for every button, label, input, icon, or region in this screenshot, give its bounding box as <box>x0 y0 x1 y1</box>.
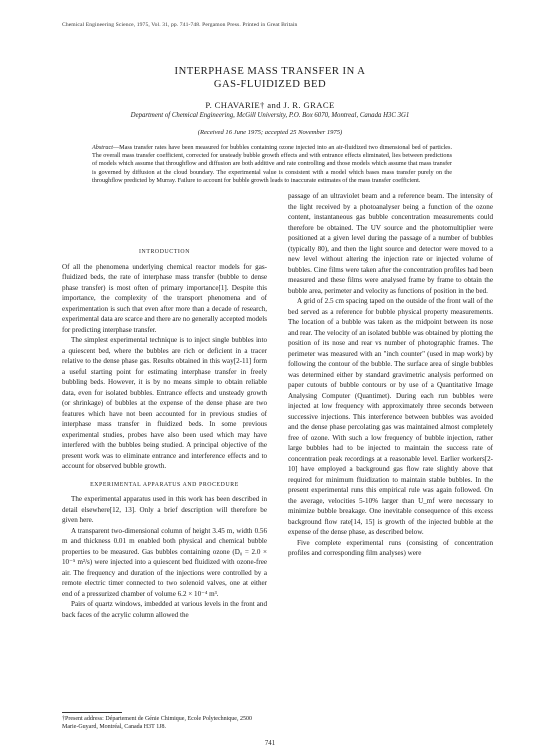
paragraph: A transparent two-dimensional column of height 3.45 m, width 0.56 m and thickness 0.01 m enabled both physical and chemical bubble properties to be measured. Gas bubbles containing ozone (D₀ = 2.0 × 10⁻⁵ m²/s) were injected into a quiescent bed fluidized with ozone-free air. The frequency and duration of the injections were controlled by a remote electric timer connected to two solenoid valves, one at either end of a pressurized chamber of volume 6.2 × 10⁻⁴ m³. <box>62 526 267 598</box>
page-number: 741 <box>264 740 276 747</box>
right-column <box>288 191 493 559</box>
left-column <box>62 247 267 620</box>
paragraph: passage of an ultraviolet beam and a reference beam. The intensity of the light received by a photoanalyser being a function of the ozone content, instantaneous gas bubble concentration measurements could therefore be obtained. The UV source and the photomultiplier were positioned at a given level during the passage of a number of bubbles (typically 80), and then the light source and detector were moved to a new level without altering the injection rate or injected volume of bubbles. Cine films were taken after the concentration profiles had been measured and these films were analysed frame by frame to obtain the bubble area, perimeter and velocity as functions of position in the bed. <box>288 192 493 295</box>
article-title <box>0 66 540 91</box>
paragraph: Five complete experimental runs (consisting of concentration profiles and corresponding film analyses) were <box>288 538 493 557</box>
running-head: Chemical Engineering Science, 1975, Vol. 31, pp. 741-748. Pergamon Press. Printed in Great Britain <box>62 22 298 28</box>
abstract-text: —Mass transfer rates have been measured for bubbles containing ozone injected into an air-fluidized two dimensional bed of particles. The overall mass transfer coefficient, corrected for unsteady bubble growth effects and with entrance effects eliminated, lies between predictions of models which assume that throughflow and diffusion are both additive and rate controlling and those models which assume that mass transfer is governed by diffusion at the cloud boundary. The experimental value is consistent with a model which bases mass transfer purely on the throughflow predicted by Murray. Failure to account for bubble growth leads to inaccurate estimates of the mass transfer coefficient. <box>92 144 452 184</box>
section-heading-introduction: INTRODUCTION <box>139 249 190 255</box>
footnote: †Present address: Département de Génie Chimique, Ecole Polytechnique, 2500 Marie-Guyard, Montréal, Canada H3T 1J8. <box>62 716 252 730</box>
paragraph: The simplest experimental technique is to inject single bubbles into a quiescent bed, where the bubbles are rich or deficient in a tracer relative to the dense phase gas. Results obtained in this way[2-11] form a useful starting point for estimating interphase transfer in freely bubbling beds. However, it is by no means simple to obtain reliable data, even for isolated bubbles. Entrance effects and unsteady growth (or shrinkage) of bubbles at the expense of the dense phase are two features which have not been accounted for in previous studies of interphase mass transfer in fluidized beds. In some previous experimental studies, probes have also been used which may have interfered with the bubbles being studied. A principal objective of the present work was to eliminate entrance and interference effects and to account for observed bubble growth. <box>62 336 267 470</box>
affiliation: Department of Chemical Engineering, McGill University, P.O. Box 6070, Montreal, Canada H3C 3G1 <box>130 112 410 119</box>
abstract <box>92 144 452 185</box>
paragraph: A grid of 2.5 cm spacing taped on the outside of the front wall of the bed served as a reference for bubble physical property measurements. The location of a bubble was taken as the midpoint between its nose and rear. The velocity of an isolated bubble was obtained by plotting the position of its nose and rear vs number of photographic frames. The perimeter was measured with an "inch counter" (used in map work) by following the contour of the bubble. The surface area of single bubbles was determined either by standard gravimetric analysis performed on paper cutouts of bubble contours or by use of a Quantitative Image Analysing Computer (Quantimet). During each run bubbles were injected at low frequency with approximately three seconds between successive injections. This interference between bubbles was avoided and the dense phase percolating gas was maintained almost completely free of ozone. With such a low frequency of bubble injection, rather large bubbles had to be injected to maintain the success rate of concentration peak recordings at a reasonable level. Earlier workers[2-10] have employed a background gas flow rate slightly above that required for minimum fluidization to maintain stable bubbles. In the present experimental runs this empirical rule was again followed. On the average, velocities 5-10% larger than U_mf were necessary to minimize bubble breakage. One inevitable consequence of this excess background flow rate[14, 15] is growth of the injected bubble at the expense of the dense phase, as described below. <box>288 297 493 536</box>
paragraph: The experimental apparatus used in this work has been described in detail elsewhere[12, 13]. Only a brief description will therefore be given here. <box>62 495 267 524</box>
received-dates: (Received 16 June 1975; accepted 25 November 1975) <box>197 129 343 136</box>
abstract-lead: Abstract <box>92 144 113 151</box>
paragraph: Pairs of quartz windows, imbedded at various levels in the front and back faces of the acrylic column allowed the <box>62 600 267 619</box>
footnote-divider <box>62 712 122 713</box>
paragraph: Of all the phenomena underlying chemical reactor models for gas-fluidized beds, the rate of interphase mass transfer (bubble to dense phase transfer) is most often of primary importance[1]. Despite this importance, the complexity of the transport phenomena and of experimentation is such that even after more than a decade of research, experimental data are scarce and there are no generally accepted models for predicting interphase transfer. <box>62 262 267 334</box>
title-line-2: GAS-FLUIDIZED BED <box>213 78 327 90</box>
section-heading-experimental: EXPERIMENTAL APPARATUS AND PROCEDURE <box>90 481 239 488</box>
title-line-1: INTERPHASE MASS TRANSFER IN A <box>174 66 366 77</box>
authors: P. CHAVARIE† and J. R. GRACE <box>205 100 335 110</box>
